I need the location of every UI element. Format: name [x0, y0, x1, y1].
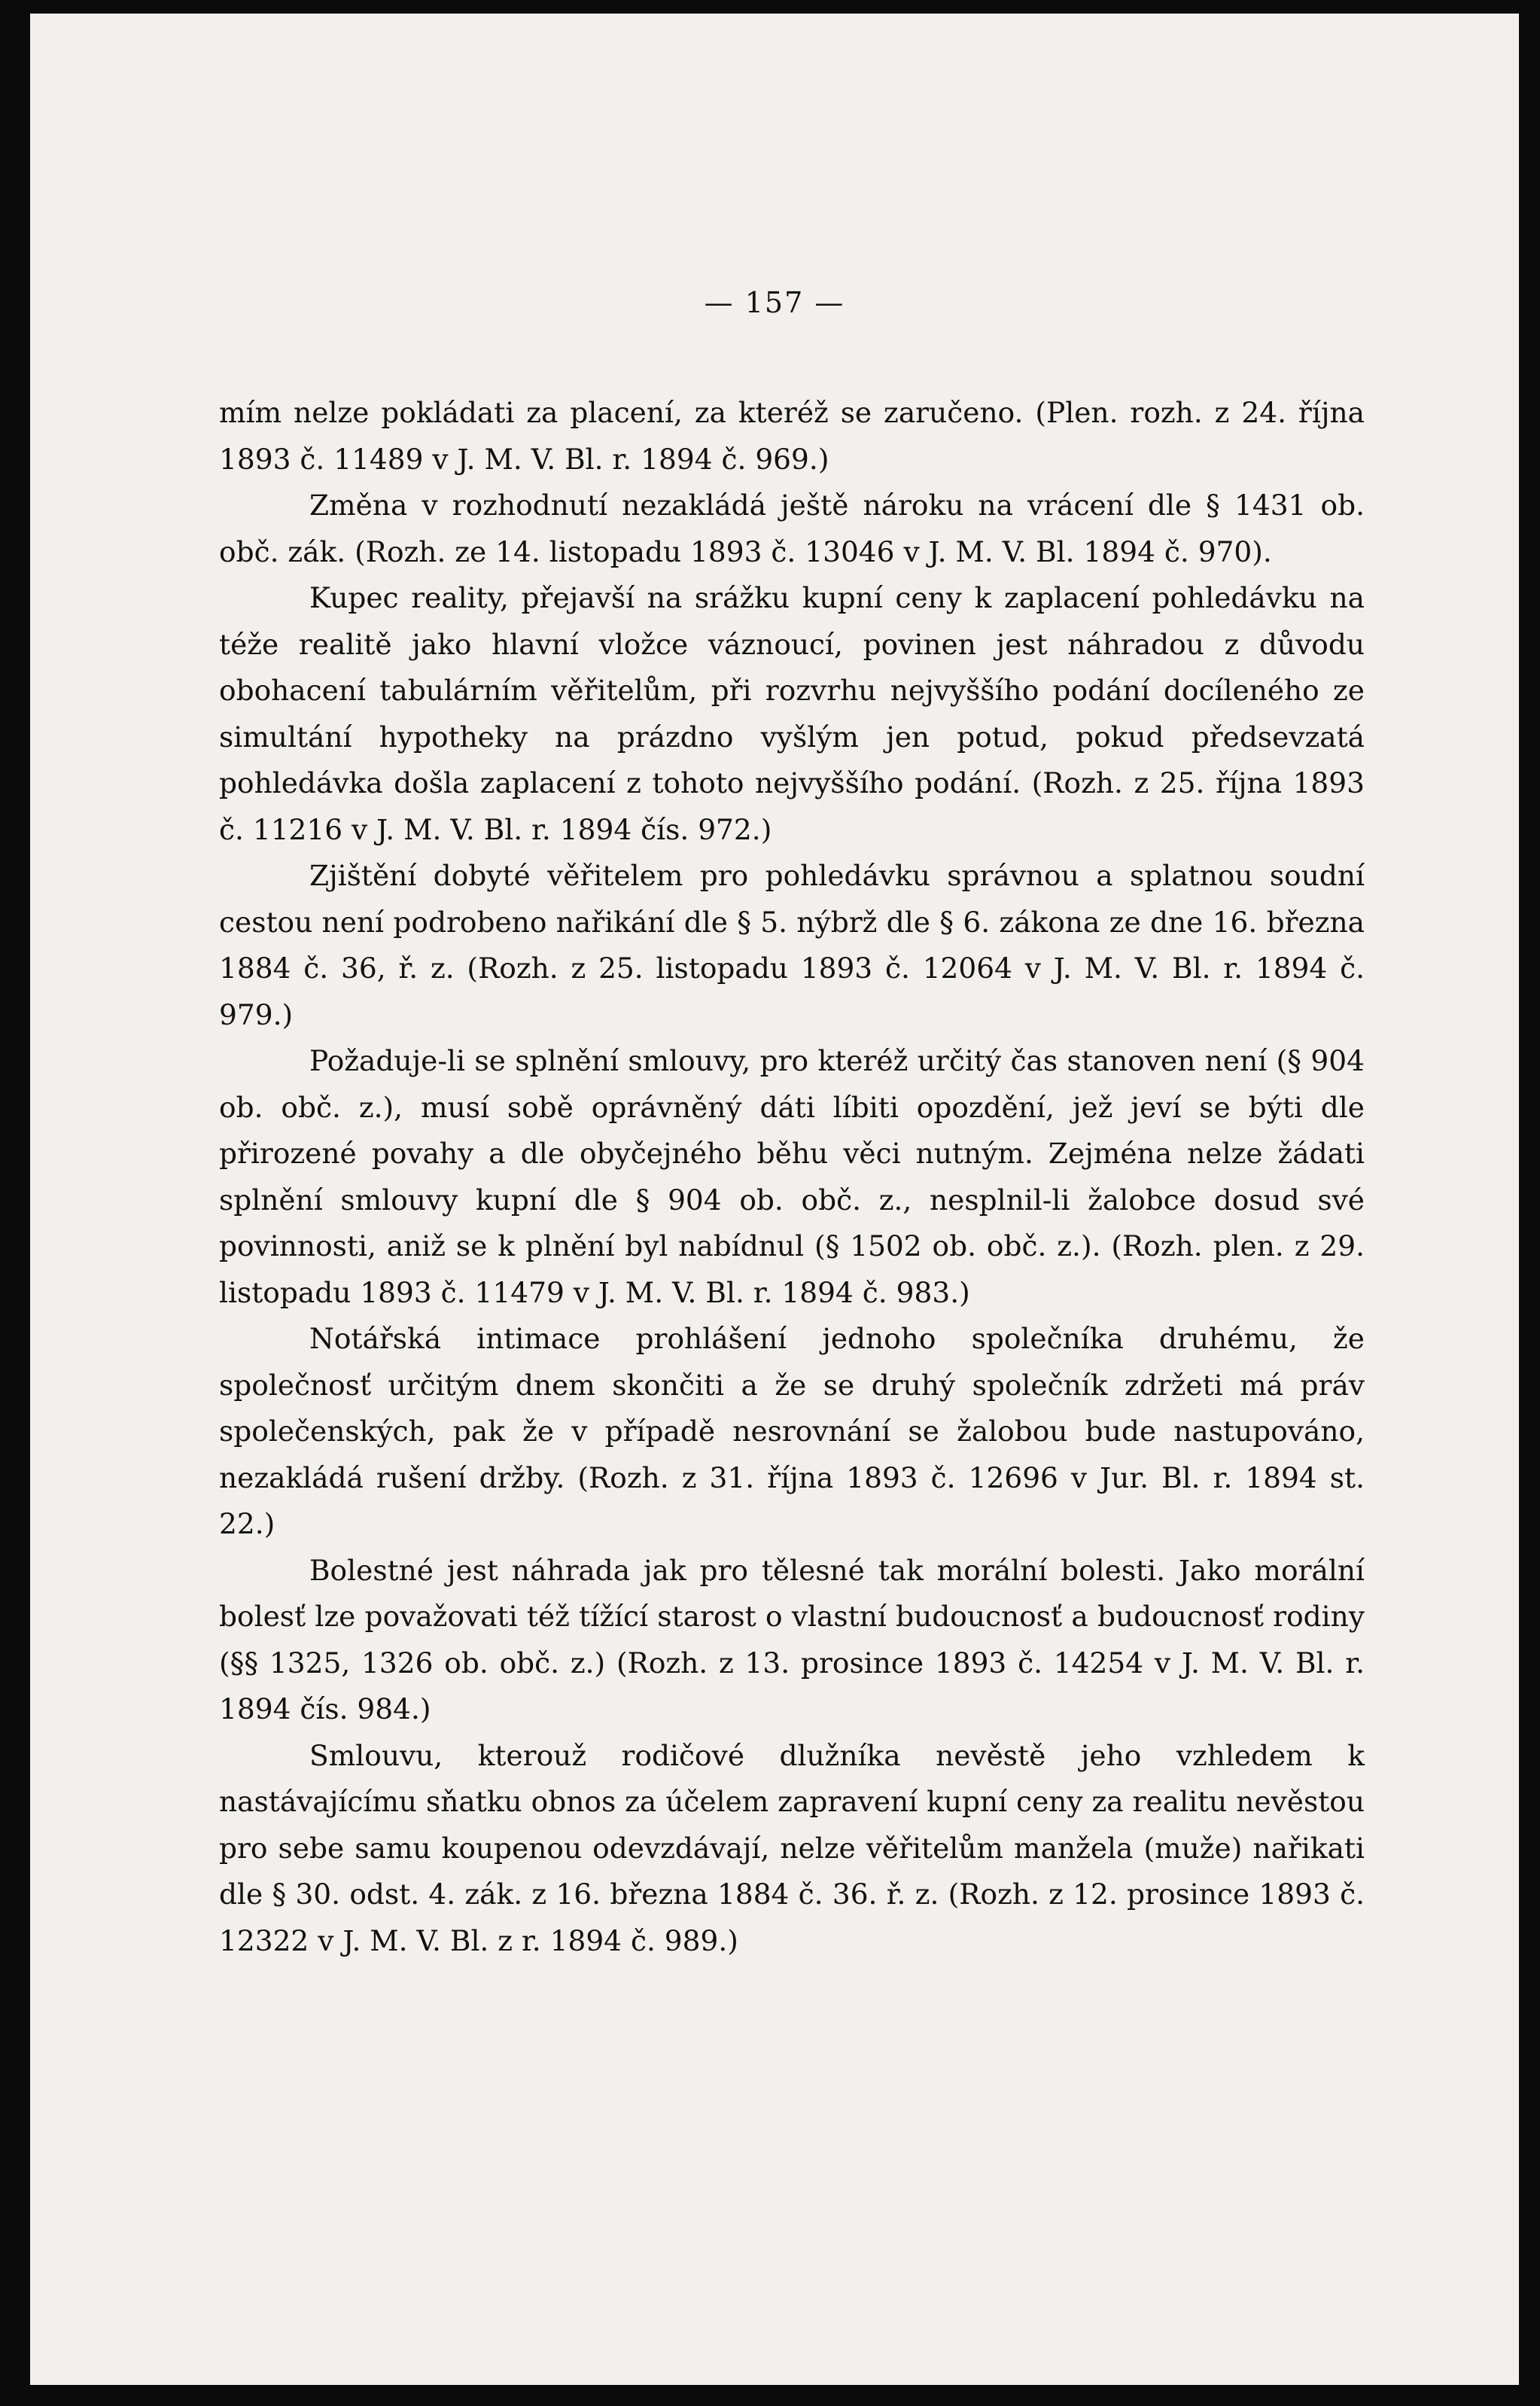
paragraph-5: Požaduje-li se splnění smlouvy, pro kteréž určitý čas stanoven není (§ 904 ob. obč. z.), musí sobě oprávněný dáti líbiti opozdění, jež jeví se býti dle přirozené povahy a dle obyčejného běhu věci nutným. Zejména nelze žádati splnění smlouvy kupní dle § 904 ob. obč. z., nesplnil-li žalobce dosud své povinnosti, aniž se k plnění byl nabídnul (§ 1502 ob. obč. z.). (Rozh. plen. z 29. listopadu 1893 č. 11479 v J. M. V. Bl. r. 1894 č. 983.): [219, 1044, 1365, 1309]
document-page: [30, 14, 1519, 2385]
page-number: — 157 —: [704, 286, 845, 319]
paragraph-4: Zjištění dobyté věřitelem pro pohledávku správnou a splatnou soudní cestou není podrobeno nařikání dle § 5. nýbrž dle § 6. zákona ze dne 16. března 1884 č. 36, ř. z. (Rozh. z 25. listopadu 1893 č. 12064 v J. M. V. Bl. r. 1894 č. 979.): [219, 859, 1365, 1031]
paragraph-3: Kupec reality, přejavší na srážku kupní ceny k zaplacení pohledávku na téže realitě jako hlavní vložce váznoucí, povinen jest náhradou z důvodu obohacení tabulárním věřitelům, při rozvrhu nejvyššího podání docíleného ze simultání hypotheky na prázdno vyšlým jen potud, pokud předsevzatá pohledávka došla zaplacení z tohoto nejvyššího podání. (Rozh. z 25. října 1893 č. 11216 v J. M. V. Bl. r. 1894 čís. 972.): [219, 581, 1365, 846]
paragraph-2: Změna v rozhodnutí nezakládá ještě nároku na vrácení dle § 1431 ob. obč. zák. (Rozh. ze 14. listopadu 1893 č. 13046 v J. M. V. Bl. 1894 č. 970).: [219, 489, 1365, 568]
paragraph-1: mím nelze pokládati za placení, za kteréž se zaručeno. (Plen. rozh. z 24. října 1893 č. 11489 v J. M. V. Bl. r. 1894 č. 969.): [219, 396, 1365, 476]
paragraph-8: Smlouvu, kterouž rodičové dlužníka nevěstě jeho vzhledem k nastávajícímu sňatku obnos za účelem zapravení kupní ceny za realitu nevěstou pro sebe samu koupenou odevzdávají, nelze věřitelům manžela (muže) nařikati dle § 30. odst. 4. zák. z 16. března 1884 č. 36. ř. z. (Rozh. z 12. prosince 1893 č. 12322 v J. M. V. Bl. z r. 1894 č. 989.): [219, 1738, 1365, 1957]
paragraph-7: Bolestné jest náhrada jak pro tělesné tak morální bolesti. Jako morální bolesť lze považovati též tížící starost o vlastní budoucnosť a budoucnosť rodiny (§§ 1325, 1326 ob. obč. z.) (Rozh. z 13. prosince 1893 č. 14254 v J. M. V. Bl. r. 1894 čís. 984.): [219, 1553, 1365, 1725]
text-body: [219, 390, 1365, 1964]
paragraph-6: Notářská intimace prohlášení jednoho společníka druhému, že společnosť určitým dnem skončiti a že se druhý společník zdržeti má práv společenských, pak že v případě nesrovnání se žalobou bude nastupováno, nezakládá rušení držby. (Rozh. z 31. října 1893 č. 12696 v Jur. Bl. r. 1894 st. 22.): [219, 1322, 1365, 1540]
